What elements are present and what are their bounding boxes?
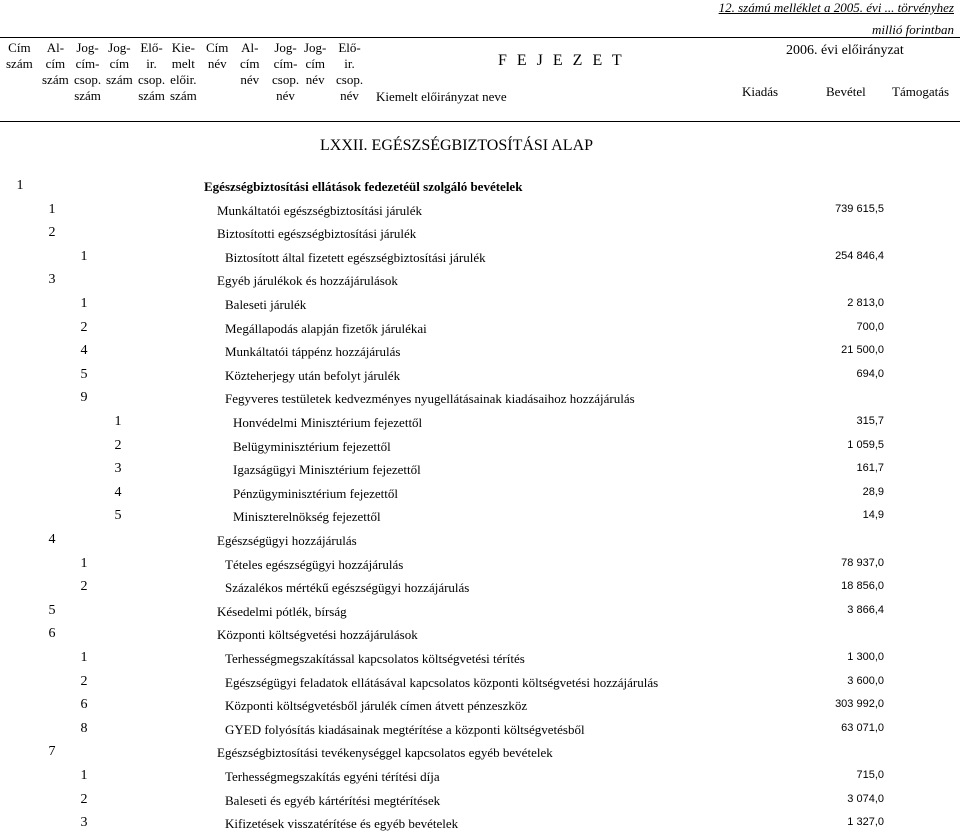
row-number: 1	[80, 248, 88, 264]
header-column-line	[206, 72, 228, 88]
row-value-kiadas: 303 992,0	[835, 698, 884, 711]
row-number: 4	[80, 343, 88, 359]
col-kiadas: Kiadás	[742, 84, 779, 99]
row-number: 7	[48, 744, 56, 760]
header-column-line: név	[276, 88, 295, 103]
header-column-line	[206, 88, 228, 104]
row-value-kiadas: 715,0	[856, 769, 884, 781]
header-column-line: cím	[240, 56, 260, 71]
header-column-line: név	[240, 72, 260, 87]
unit-note: millió forintban	[872, 22, 954, 37]
header-column-line: név	[340, 88, 359, 103]
table-row	[0, 223, 960, 247]
header-column-line: cím	[45, 56, 66, 71]
header-column-line: ir.	[146, 56, 157, 71]
row-number: 3	[114, 461, 122, 477]
header-column-line	[6, 72, 33, 88]
table-row	[0, 554, 960, 578]
header-column-8	[272, 40, 299, 104]
row-value-kiadas: 315,7	[856, 415, 884, 427]
row-label: Biztosított által fizetett egészségbiztosítási járulék	[225, 249, 486, 265]
table-row	[0, 790, 960, 814]
header-column-0	[6, 40, 33, 104]
table-row	[0, 459, 960, 483]
row-label: Közteherjegy után befolyt járulék	[225, 367, 401, 383]
row-number: 2	[80, 673, 88, 689]
table-row	[0, 270, 960, 294]
row-label: Biztosítotti egészségbiztosítási járulék	[217, 226, 417, 242]
row-number: 5	[48, 602, 56, 618]
row-label: Százalékos mértékű egészségügyi hozzájárulás	[225, 580, 470, 596]
row-label: Terhességmegszakítással kapcsolatos költségvetési térítés	[225, 651, 525, 666]
row-value-kiadas: 739 615,5	[835, 202, 884, 215]
header-column-line: előir.	[170, 72, 197, 87]
row-label: Miniszterelnökség fejezettől	[233, 509, 381, 525]
header-column-line: Jog-	[274, 40, 297, 55]
header-column-9	[304, 40, 326, 104]
header-column-line: szám	[170, 88, 197, 103]
budget-year-title: 2006. évi előirányzat	[786, 43, 904, 58]
row-number: 3	[48, 272, 56, 288]
chapter-title: F E J E Z E T	[498, 52, 625, 69]
header-column-line: Elő-	[140, 40, 163, 55]
table-row	[0, 624, 960, 648]
row-label: Munkáltatói táppénz hozzájárulás	[225, 344, 401, 360]
table-row	[0, 506, 960, 530]
header-column-line: Elő-	[338, 40, 361, 55]
header-column-line	[42, 88, 69, 104]
row-label: Honvédelmi Minisztérium fejezettől	[233, 415, 423, 430]
row-number: 1	[80, 555, 88, 571]
header-column-line: Jog-	[304, 40, 327, 55]
header-bottom-rule	[0, 121, 960, 122]
header-column-5	[170, 40, 197, 104]
row-number: 5	[80, 366, 88, 382]
row-label: Egészségügyi hozzájárulás	[217, 533, 357, 548]
row-label: Kifizetések visszatérítése és egyéb bevételek	[225, 816, 459, 832]
row-number: 2	[80, 579, 88, 595]
table-row	[0, 530, 960, 554]
row-value-kiadas: 161,7	[856, 462, 884, 475]
row-label: Késedelmi pótlék, bírság	[217, 603, 347, 619]
table-row	[0, 695, 960, 719]
header-column-line: szám	[42, 72, 69, 87]
header-column-line: szám	[138, 88, 165, 103]
header-column-line: szám	[74, 88, 101, 103]
table-row	[0, 483, 960, 507]
header-column-line: Cím	[8, 40, 31, 55]
table-row	[0, 742, 960, 766]
header-top-rule	[0, 37, 960, 38]
row-value-kiadas: 3 866,4	[847, 603, 884, 616]
header-column-line: Cím	[206, 40, 229, 55]
table-row	[0, 388, 960, 412]
row-value-kiadas: 254 846,4	[835, 249, 884, 262]
row-label: Egészségbiztosítási ellátások fedezetéül szolgáló bevételek	[204, 179, 523, 194]
row-number: 1	[48, 201, 56, 217]
fund-title: LXXII. EGÉSZSÉGBIZTOSÍTÁSI ALAP	[320, 137, 594, 154]
row-label: Pénzügyminisztérium fejezettől	[233, 485, 398, 501]
row-number: 8	[80, 720, 88, 736]
header-column-line: Jog-	[108, 40, 131, 55]
row-value-kiadas: 3 600,0	[847, 674, 884, 687]
row-label: Baleseti és egyéb kártérítési megtérítések	[225, 792, 441, 808]
row-label: Terhességmegszakítás egyéni térítési díja	[225, 769, 440, 784]
header-column-line: csop.	[272, 72, 300, 87]
header-column-2	[74, 40, 101, 104]
row-value-kiadas: 2 813,0	[847, 297, 884, 309]
col-tamogatas: Támogatás	[892, 84, 950, 99]
table-row	[0, 436, 960, 460]
table-row	[0, 176, 960, 200]
row-value-kiadas: 1 059,5	[847, 438, 884, 451]
row-number: 1	[80, 296, 88, 311]
row-label: GYED folyósítás kiadásainak megtérítése a központi költségvetésből	[225, 721, 585, 737]
table-row	[0, 813, 960, 837]
table-row	[0, 200, 960, 224]
row-value-kiadas: 1 300,0	[847, 651, 884, 663]
row-label: Egészségbiztosítási tevékenységgel kapcsolatos egyéb bevételek	[217, 745, 553, 761]
row-number: 1	[114, 414, 122, 429]
header-column-line: csop.	[336, 72, 364, 87]
row-value-kiadas: 63 071,0	[841, 721, 884, 734]
row-label: Megállapodás alapján fizetők járulékai	[225, 320, 427, 336]
header-column-3	[106, 40, 133, 104]
row-number: 2	[80, 791, 88, 807]
row-label: Belügyminisztérium fejezettől	[233, 438, 391, 454]
table-row	[0, 672, 960, 696]
row-number: 6	[80, 697, 88, 713]
header-column-line: csop.	[74, 72, 102, 87]
header-column-10	[336, 40, 363, 104]
table-row	[0, 577, 960, 601]
header-column-line: cím	[305, 56, 325, 71]
header-column-1	[42, 40, 69, 104]
row-label: Egyéb járulékok és hozzájárulások	[217, 273, 398, 289]
header-column-line: melt	[171, 56, 195, 71]
row-label: Munkáltatói egészségbiztosítási járulék	[217, 202, 423, 218]
row-value-kiadas: 14,9	[862, 509, 884, 522]
table-row	[0, 412, 960, 436]
row-value-kiadas: 21 500,0	[841, 344, 884, 357]
row-value-kiadas: 18 856,0	[841, 580, 884, 593]
table-row	[0, 766, 960, 790]
header-column-line: név	[207, 56, 227, 71]
highlighted-appropriation-label: Kiemelt előirányzat neve	[376, 89, 507, 104]
row-number: 4	[114, 484, 122, 500]
header-column-line: cím-	[273, 56, 298, 71]
row-label: Egészségügyi feladatok ellátásával kapcsolatos központi költségvetési hozzájárulás	[225, 674, 659, 690]
header-column-line: cím	[109, 56, 130, 71]
row-label: Baleseti járulék	[225, 297, 307, 312]
row-number: 2	[48, 225, 56, 241]
header-column-line: Kie-	[171, 40, 195, 55]
row-number: 4	[48, 532, 56, 547]
row-number: 9	[80, 390, 88, 406]
row-value-kiadas: 694,0	[856, 367, 884, 380]
header-column-line: csop.	[138, 72, 166, 87]
table-row	[0, 365, 960, 389]
table-row	[0, 648, 960, 672]
header-column-line: Al-	[241, 40, 259, 55]
header-column-7	[240, 40, 260, 104]
row-value-kiadas: 700,0	[856, 320, 884, 333]
table-row	[0, 719, 960, 743]
header-column-6	[206, 40, 228, 104]
row-label: Fegyveres testületek kedvezményes nyugellátásainak kiadásaihoz hozzájárulás	[225, 391, 635, 407]
row-value-kiadas: 3 074,0	[847, 792, 884, 805]
row-value-kiadas: 28,9	[862, 485, 884, 498]
header-column-line: szám	[106, 72, 133, 87]
row-number: 2	[114, 437, 122, 453]
header-column-line: cím-	[75, 56, 100, 71]
row-label: Központi költségvetésből járulék címen átvett pénzeszköz	[225, 698, 528, 714]
row-label: Központi költségvetési hozzájárulások	[217, 627, 418, 643]
table-row	[0, 318, 960, 342]
table-row	[0, 341, 960, 365]
row-label: Igazságügyi Minisztérium fejezettől	[233, 462, 421, 478]
row-number: 5	[114, 508, 122, 524]
header-column-4	[138, 40, 165, 104]
header-column-line: név	[305, 72, 325, 87]
annex-note: 12. számú melléklet a 2005. évi ... törvényhez	[718, 0, 954, 15]
header-column-line: Al-	[46, 40, 65, 55]
header-column-line: Jog-	[76, 40, 99, 55]
row-label: Tételes egészségügyi hozzájárulás	[225, 556, 404, 572]
table-row	[0, 247, 960, 271]
row-value-kiadas: 1 327,0	[847, 816, 884, 829]
row-number: 2	[80, 319, 88, 335]
col-bevetel: Bevétel	[826, 84, 866, 99]
row-number: 1	[16, 178, 24, 193]
row-number: 6	[48, 626, 56, 642]
header-column-line: szám	[6, 56, 33, 71]
row-number: 3	[80, 815, 88, 831]
header-column-line: ir.	[344, 56, 355, 71]
table-row	[0, 601, 960, 625]
row-value-kiadas: 78 937,0	[841, 556, 884, 569]
row-number: 1	[80, 768, 88, 783]
header-column-line	[6, 88, 33, 104]
header-column-line	[106, 88, 133, 104]
header-column-line	[240, 88, 260, 104]
row-number: 1	[80, 650, 88, 665]
header-column-line	[304, 88, 326, 104]
table-row	[0, 294, 960, 318]
